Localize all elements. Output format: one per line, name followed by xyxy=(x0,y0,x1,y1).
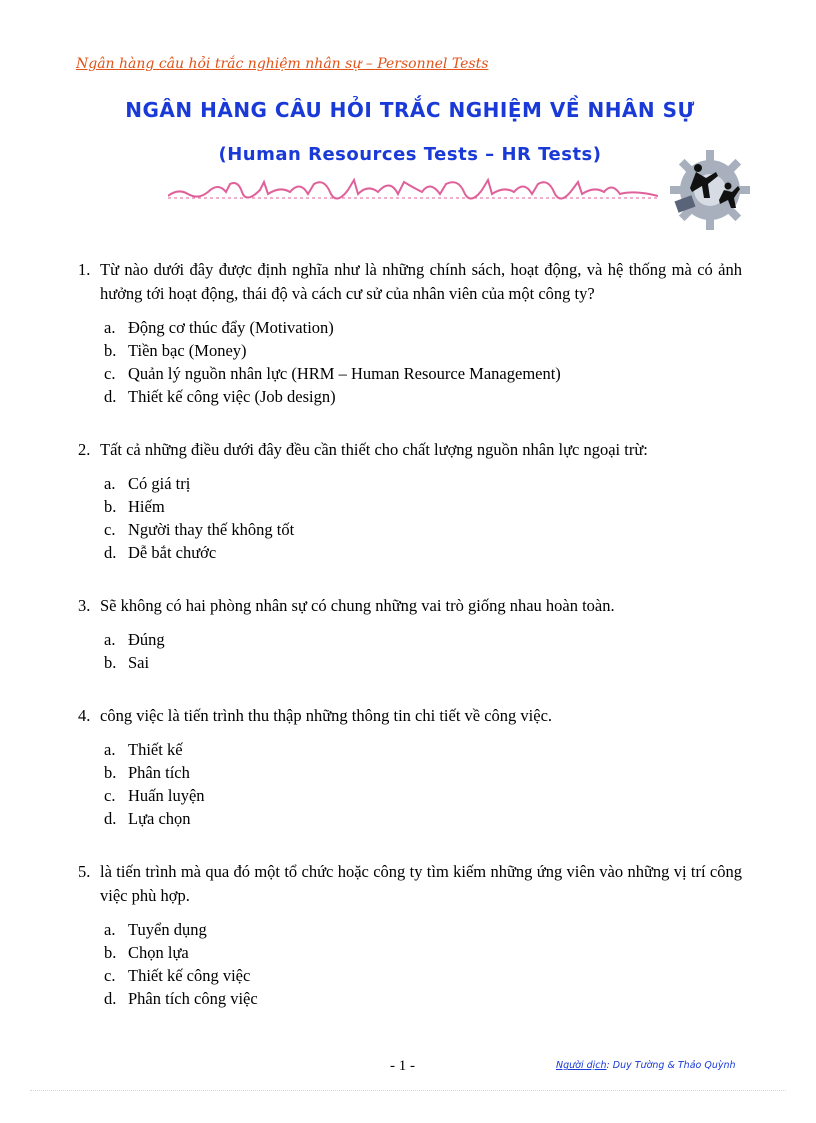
translator-credit xyxy=(556,1060,736,1071)
option-text: Đúng xyxy=(128,630,165,649)
question-text: Từ nào dưới đây được định nghĩa như là những chính sách, hoạt động, và hệ thống mà có ảnh hưởng tới hoạt động, thái độ và cách cư sử của nhân viên của một công ty? xyxy=(100,260,742,303)
option-text: Phân tích công việc xyxy=(128,989,258,1008)
option-b xyxy=(78,941,742,964)
question-1 xyxy=(78,258,742,408)
question-number: 5. xyxy=(78,862,91,881)
decorative-border-ornament xyxy=(168,176,658,202)
option-letter: a. xyxy=(104,630,116,649)
option-a xyxy=(78,918,742,941)
option-letter: a. xyxy=(104,318,116,337)
option-c xyxy=(78,964,742,987)
question-list xyxy=(78,258,742,1040)
option-letter: b. xyxy=(104,943,117,962)
option-list xyxy=(78,918,742,1010)
option-d xyxy=(78,385,742,408)
option-a xyxy=(78,316,742,339)
question-text: là tiến trình mà qua đó một tổ chức hoặc công ty tìm kiếm những ứng viên vào những vị trí công việc phù hợp. xyxy=(100,862,742,905)
option-text: Tuyển dụng xyxy=(128,920,207,939)
option-b xyxy=(78,761,742,784)
option-letter: a. xyxy=(104,920,116,939)
translator-names: : Duy Tường & Thảo Quỳnh xyxy=(606,1060,736,1071)
option-c xyxy=(78,784,742,807)
page-title: NGÂN HÀNG CÂU HỎI TRẮC NGHIỆM VỀ NHÂN SỰ xyxy=(125,98,695,122)
option-text: Huấn luyện xyxy=(128,786,205,805)
option-b xyxy=(78,339,742,362)
question-number: 2. xyxy=(78,440,91,459)
question-number: 1. xyxy=(78,260,91,279)
page-number: - 1 - xyxy=(390,1058,415,1074)
option-text: Thiết kế công việc (Job design) xyxy=(128,387,336,406)
question-text: Tất cả những điều dưới đây đều cần thiết cho chất lượng nguồn nhân lực ngoại trừ: xyxy=(100,440,648,459)
option-letter: b. xyxy=(104,763,117,782)
option-text: Sai xyxy=(128,653,150,672)
option-d xyxy=(78,807,742,830)
page-bottom-divider xyxy=(30,1090,786,1091)
option-text: Dễ bắt chước xyxy=(128,543,217,562)
option-letter: a. xyxy=(104,740,116,759)
option-d xyxy=(78,541,742,564)
translator-label: Người dịch xyxy=(556,1060,607,1071)
option-letter: c. xyxy=(104,364,116,383)
question-4 xyxy=(78,704,742,830)
option-a xyxy=(78,738,742,761)
option-letter: c. xyxy=(104,520,116,539)
option-text: Phân tích xyxy=(128,763,190,782)
option-letter: d. xyxy=(104,989,117,1008)
option-letter: d. xyxy=(104,543,117,562)
option-text: Người thay thế không tốt xyxy=(128,520,295,539)
option-text: Động cơ thúc đẩy (Motivation) xyxy=(128,318,334,337)
option-letter: a. xyxy=(104,474,116,493)
question-2 xyxy=(78,438,742,564)
option-letter: d. xyxy=(104,387,117,406)
question-3 xyxy=(78,594,742,674)
option-text: Lựa chọn xyxy=(128,809,191,828)
option-letter: c. xyxy=(104,786,116,805)
option-b xyxy=(78,651,742,674)
option-c xyxy=(78,518,742,541)
option-list xyxy=(78,316,742,408)
running-header: Ngân hàng câu hỏi trắc nghiệm nhân sự – Personnel Tests xyxy=(76,56,489,72)
question-number: 3. xyxy=(78,596,91,615)
option-letter: b. xyxy=(104,653,117,672)
option-list xyxy=(78,738,742,830)
option-letter: c. xyxy=(104,966,116,985)
option-list xyxy=(78,628,742,674)
option-text: Thiết kế xyxy=(128,740,183,759)
question-number: 4. xyxy=(78,706,91,725)
option-a xyxy=(78,628,742,651)
option-d xyxy=(78,987,742,1010)
gear-people-logo xyxy=(662,142,758,238)
option-letter: b. xyxy=(104,341,117,360)
option-a xyxy=(78,472,742,495)
option-letter: d. xyxy=(104,809,117,828)
option-text: Thiết kế công việc xyxy=(128,966,251,985)
option-text: Có giá trị xyxy=(128,474,191,493)
option-text: Hiếm xyxy=(128,497,165,516)
page-subtitle: (Human Resources Tests – HR Tests) xyxy=(218,144,602,165)
question-text: công việc là tiến trình thu thập những thông tin chi tiết về công việc. xyxy=(100,706,553,725)
option-b xyxy=(78,495,742,518)
option-letter: b. xyxy=(104,497,117,516)
option-text: Chọn lựa xyxy=(128,943,189,962)
option-list xyxy=(78,472,742,564)
option-text: Quản lý nguồn nhân lực (HRM – Human Resource Management) xyxy=(128,364,561,383)
question-text: Sẽ không có hai phòng nhân sự có chung những vai trò giống nhau hoàn toàn. xyxy=(100,596,615,615)
option-text: Tiền bạc (Money) xyxy=(128,341,247,360)
option-c xyxy=(78,362,742,385)
question-5 xyxy=(78,860,742,1010)
